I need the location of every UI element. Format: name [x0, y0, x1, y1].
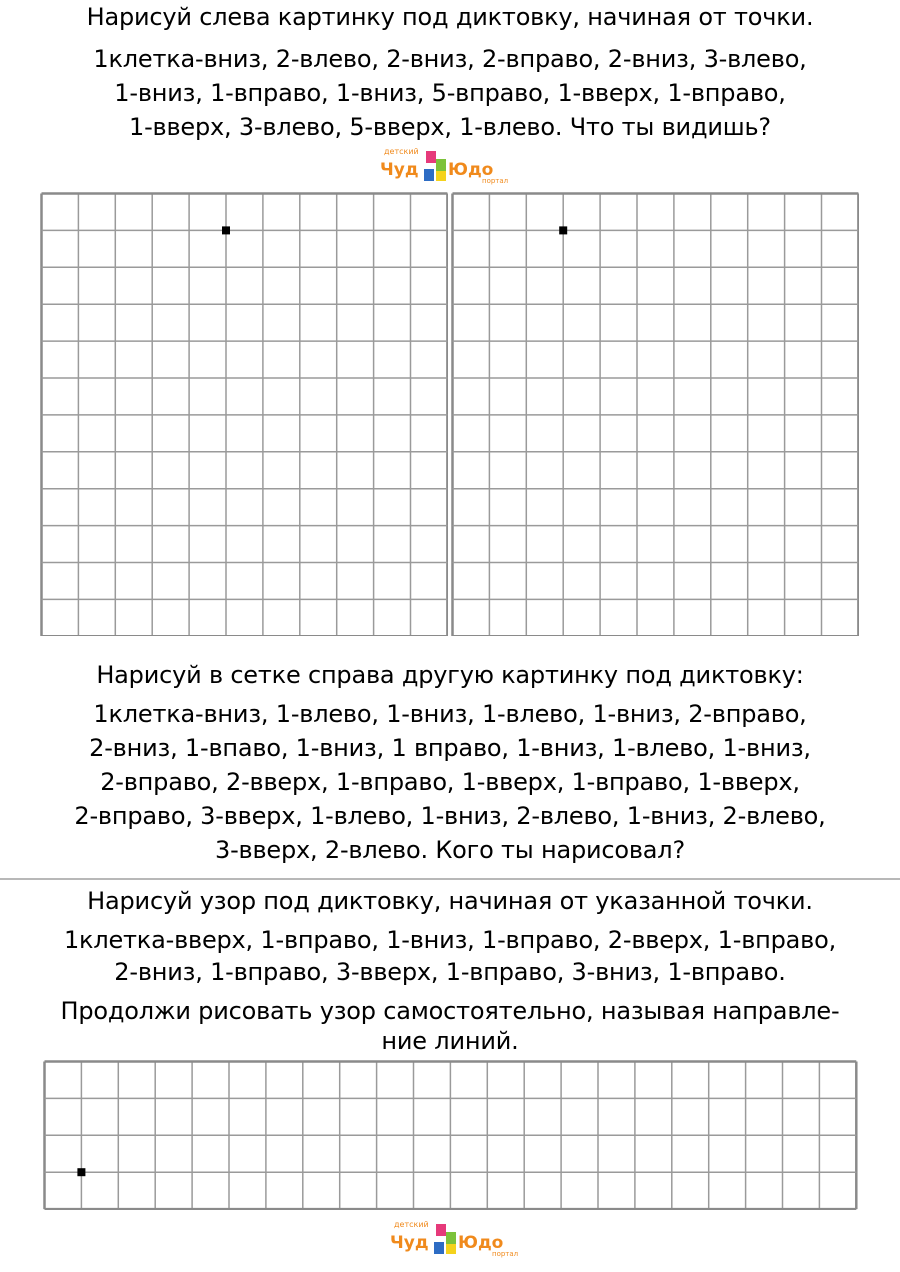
chudo-yudo-logo [378, 145, 518, 187]
chudo-yudo-logo-bottom [388, 1218, 528, 1260]
start-dot [77, 1168, 85, 1176]
start-dot [559, 226, 567, 234]
grid-pattern[interactable] [43, 1060, 859, 1210]
section1-line-1: 1клетка-вниз, 2-влево, 2-вниз, 2-вправо, 2-вниз, 3-влево, [93, 45, 807, 73]
section2-heading: Нарисуй в сетке справа другую картинку под диктовку: [96, 661, 804, 689]
section2-line-3: 2-вправо, 2-вверх, 1-вправо, 1-вверх, 1-вправо, 1-вверх, [100, 768, 800, 796]
section1-heading: Нарисуй слева картинку под диктовку, начиная от точки. [86, 3, 814, 31]
section3-heading: Нарисуй узор под диктовку, начиная от указанной точки. [87, 887, 813, 915]
logo-right-word: Юдо [448, 160, 494, 180]
logo-bottom-small-text: детский [394, 1220, 429, 1229]
section2-line-2: 2-вниз, 1-впаво, 1-вниз, 1 вправо, 1-вниз, 1-влево, 1-вниз, [89, 734, 811, 762]
section3-line-2: 2-вниз, 1-вправо, 3-вверх, 1-вправо, 3-вниз, 1-вправо. [114, 958, 786, 986]
section2-line-5: 3-вверх, 2-влево. Кого ты нарисовал? [215, 836, 685, 864]
logo-bottom-sub-text: портал [492, 1250, 519, 1258]
section3-continue-1: Продолжи рисовать узор самостоятельно, называя направле- [60, 997, 840, 1025]
chudo-yudo-logo-graphic [378, 145, 518, 187]
section1-line-3: 1-вверх, 3-влево, 5-вверх, 1-влево. Что ты видишь? [129, 113, 771, 141]
grid-left[interactable] [40, 192, 448, 636]
section2-line-4: 2-вправо, 3-вверх, 1-влево, 1-вниз, 2-влево, 1-вниз, 2-влево, [74, 802, 826, 830]
chudo-yudo-logo-bottom-graphic [388, 1218, 528, 1260]
logo-bottom-left-word: Чуд [390, 1233, 429, 1253]
logo-small-text: детский [384, 147, 419, 156]
section3-line-1: 1клетка-вверх, 1-вправо, 1-вниз, 1-вправо, 2-вверх, 1-вправо, [63, 926, 837, 954]
logo-sub-text: портал [482, 177, 509, 185]
section-divider [0, 878, 900, 880]
logo-bottom-right-word: Юдо [458, 1233, 504, 1253]
section3-continue-2: ние линий. [381, 1027, 519, 1055]
grid-right[interactable] [451, 192, 859, 636]
section2-line-1: 1клетка-вниз, 1-влево, 1-вниз, 1-влево, 1-вниз, 2-вправо, [93, 700, 807, 728]
logo-left-word: Чуд [380, 160, 419, 180]
section1-line-2: 1-вниз, 1-вправо, 1-вниз, 5-вправо, 1-вверх, 1-вправо, [114, 79, 786, 107]
start-dot [222, 226, 230, 234]
